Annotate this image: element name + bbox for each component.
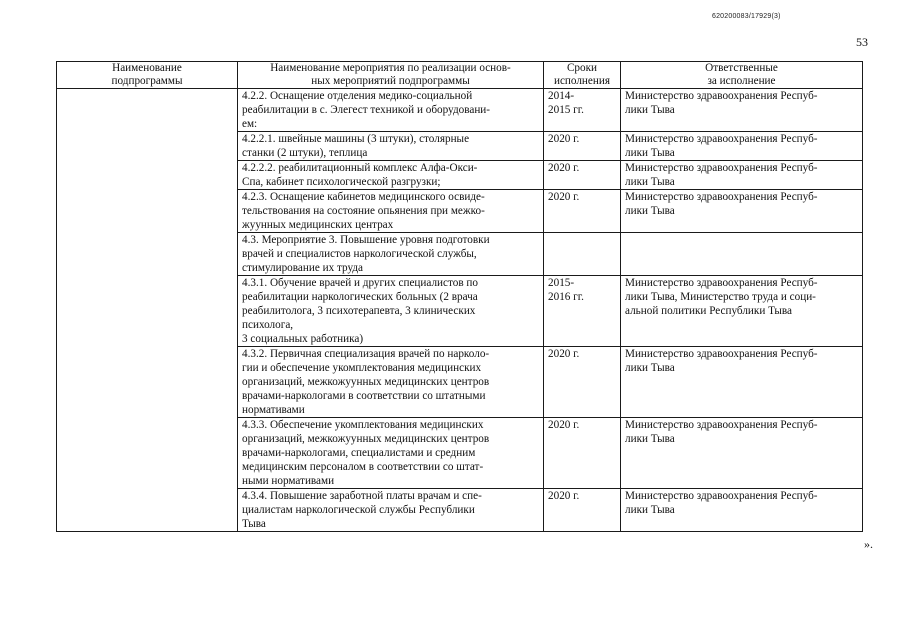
measures-table bbox=[56, 61, 863, 532]
cell-line: Министерство здравоохранения Респуб- bbox=[625, 277, 818, 289]
cell-line: стимулирование их труда bbox=[242, 262, 364, 274]
term-cell bbox=[544, 489, 621, 532]
cell-line: лики Тыва, Министерство труда и соци- bbox=[625, 291, 816, 303]
cell-line: организаций, межкожуунных медицинских центров bbox=[242, 376, 490, 388]
responsible-cell bbox=[621, 233, 863, 276]
cell-line: 2014- bbox=[548, 90, 575, 102]
cell-line: Министерство здравоохранения Респуб- bbox=[625, 348, 818, 360]
term-cell bbox=[544, 132, 621, 161]
cell-line: 4.2.3. Оснащение кабинетов медицинского освиде- bbox=[242, 191, 485, 203]
subprogram-cell bbox=[57, 89, 238, 532]
cell-line: лики Тыва bbox=[625, 433, 675, 445]
cell-line: психолога, bbox=[242, 319, 294, 331]
cell-line: врачами-наркологами в соответствии со штатными bbox=[242, 390, 486, 402]
measure-cell bbox=[238, 276, 544, 347]
cell-line: 2015- bbox=[548, 277, 575, 289]
header-line: исполнения bbox=[553, 75, 611, 87]
cell-line: жуунных медицинских центрах bbox=[242, 219, 394, 231]
term-cell bbox=[544, 89, 621, 132]
cell-line: лики Тыва bbox=[625, 362, 675, 374]
cell-line: Министерство здравоохранения Респуб- bbox=[625, 191, 818, 203]
page-number: 53 bbox=[856, 35, 868, 49]
cell-line: Министерство здравоохранения Респуб- bbox=[625, 162, 818, 174]
responsible-cell bbox=[621, 276, 863, 347]
measure-cell bbox=[238, 347, 544, 418]
cell-line: 2015 гг. bbox=[548, 104, 584, 116]
responsible-cell bbox=[621, 132, 863, 161]
cell-line: 4.3.3. Обеспечение укомплектования медицинских bbox=[242, 419, 484, 431]
cell-line: реабилитолога, 3 психотерапевта, 3 клинических bbox=[242, 305, 476, 317]
cell-line: Спа, кабинет психологической разгрузки; bbox=[242, 176, 441, 188]
cell-line: лики Тыва bbox=[625, 205, 675, 217]
closing-quote-mark: ». bbox=[864, 537, 873, 551]
measure-cell bbox=[238, 161, 544, 190]
cell-line: реабилитации в с. Элегест техникой и оборудовани- bbox=[242, 104, 491, 116]
responsible-cell bbox=[621, 347, 863, 418]
cell-line: тельствования на состояние опьянения при межко- bbox=[242, 205, 485, 217]
cell-line: 4.3. Мероприятие 3. Повышение уровня подготовки bbox=[242, 234, 490, 246]
measure-cell bbox=[238, 89, 544, 132]
cell-line: 4.2.2. Оснащение отделения медико-социальной bbox=[242, 90, 473, 102]
header-line: за исполнение bbox=[707, 75, 776, 87]
cell-line: реабилитации наркологических больных (2 врача bbox=[242, 291, 478, 303]
cell-line: 4.3.1. Обучение врачей и других специалистов по bbox=[242, 277, 478, 289]
cell-line: 4.3.2. Первичная специализация врачей по нарколо- bbox=[242, 348, 490, 360]
cell-line: Тыва bbox=[242, 518, 266, 530]
cell-line: врачей и специалистов наркологической службы, bbox=[242, 248, 477, 260]
term-cell bbox=[544, 276, 621, 347]
cell-line: Министерство здравоохранения Респуб- bbox=[625, 90, 818, 102]
cell-line: 4.2.2.1. швейные машины (3 штуки), столярные bbox=[242, 133, 470, 145]
cell-line: 2020 г. bbox=[548, 490, 580, 502]
measure-cell bbox=[238, 489, 544, 532]
table-body bbox=[57, 89, 863, 532]
cell-line: 2016 гг. bbox=[548, 291, 584, 303]
header-line: ных мероприятий подпрограммы bbox=[311, 75, 470, 87]
term-cell bbox=[544, 233, 621, 276]
measure-cell bbox=[238, 418, 544, 489]
measure-cell bbox=[238, 233, 544, 276]
header-term bbox=[544, 62, 621, 89]
cell-line: организаций, межкожуунных медицинских центров bbox=[242, 433, 490, 445]
header-line: подпрограммы bbox=[111, 75, 183, 87]
cell-line: 2020 г. bbox=[548, 348, 580, 360]
cell-line: медицинским персоналом в соответствии со штат- bbox=[242, 461, 484, 473]
header-measure bbox=[238, 62, 544, 89]
cell-line: 2020 г. bbox=[548, 191, 580, 203]
term-cell bbox=[544, 190, 621, 233]
responsible-cell bbox=[621, 418, 863, 489]
header-responsible bbox=[621, 62, 863, 89]
cell-line: лики Тыва bbox=[625, 147, 675, 159]
term-cell bbox=[544, 418, 621, 489]
cell-line: лики Тыва bbox=[625, 504, 675, 516]
measure-cell bbox=[238, 132, 544, 161]
cell-line: 2020 г. bbox=[548, 162, 580, 174]
header-line: Ответственные bbox=[705, 62, 778, 74]
cell-line: ными нормативами bbox=[242, 475, 335, 487]
cell-line: Министерство здравоохранения Респуб- bbox=[625, 133, 818, 145]
header-line: Наименование мероприятия по реализации основ- bbox=[270, 62, 511, 74]
cell-line: нормативами bbox=[242, 404, 305, 416]
cell-line: 4.2.2.2. реабилитационный комплекс Алфа-Окси- bbox=[242, 162, 478, 174]
responsible-cell bbox=[621, 190, 863, 233]
cell-line: альной политики Республики Тыва bbox=[625, 305, 793, 317]
cell-line: лики Тыва bbox=[625, 176, 675, 188]
measure-cell bbox=[238, 190, 544, 233]
cell-line: циалистам наркологической службы Республики bbox=[242, 504, 475, 516]
cell-line: 4.3.4. Повышение заработной платы врачам и спе- bbox=[242, 490, 482, 502]
cell-line: Министерство здравоохранения Респуб- bbox=[625, 419, 818, 431]
header-subprogram bbox=[57, 62, 238, 89]
header-line: Наименование bbox=[112, 62, 182, 74]
cell-line: 2020 г. bbox=[548, 133, 580, 145]
table-row bbox=[57, 89, 863, 132]
cell-line: лики Тыва bbox=[625, 104, 675, 116]
responsible-cell bbox=[621, 489, 863, 532]
document-code: 620200083/17929(3) bbox=[712, 13, 781, 20]
term-cell bbox=[544, 161, 621, 190]
table-header-row bbox=[57, 62, 863, 89]
responsible-cell bbox=[621, 89, 863, 132]
cell-line: Министерство здравоохранения Респуб- bbox=[625, 490, 818, 502]
term-cell bbox=[544, 347, 621, 418]
cell-line: ем: bbox=[242, 118, 258, 130]
cell-line: 2020 г. bbox=[548, 419, 580, 431]
header-line: Сроки bbox=[566, 62, 598, 74]
cell-line: гии и обеспечение укомплектования медицинских bbox=[242, 362, 482, 374]
cell-line: 3 социальных работника) bbox=[242, 333, 364, 345]
cell-line: станки (2 штуки), теплица bbox=[242, 147, 368, 159]
responsible-cell bbox=[621, 161, 863, 190]
cell-line: врачами-наркологами, специалистами и средним bbox=[242, 447, 476, 459]
